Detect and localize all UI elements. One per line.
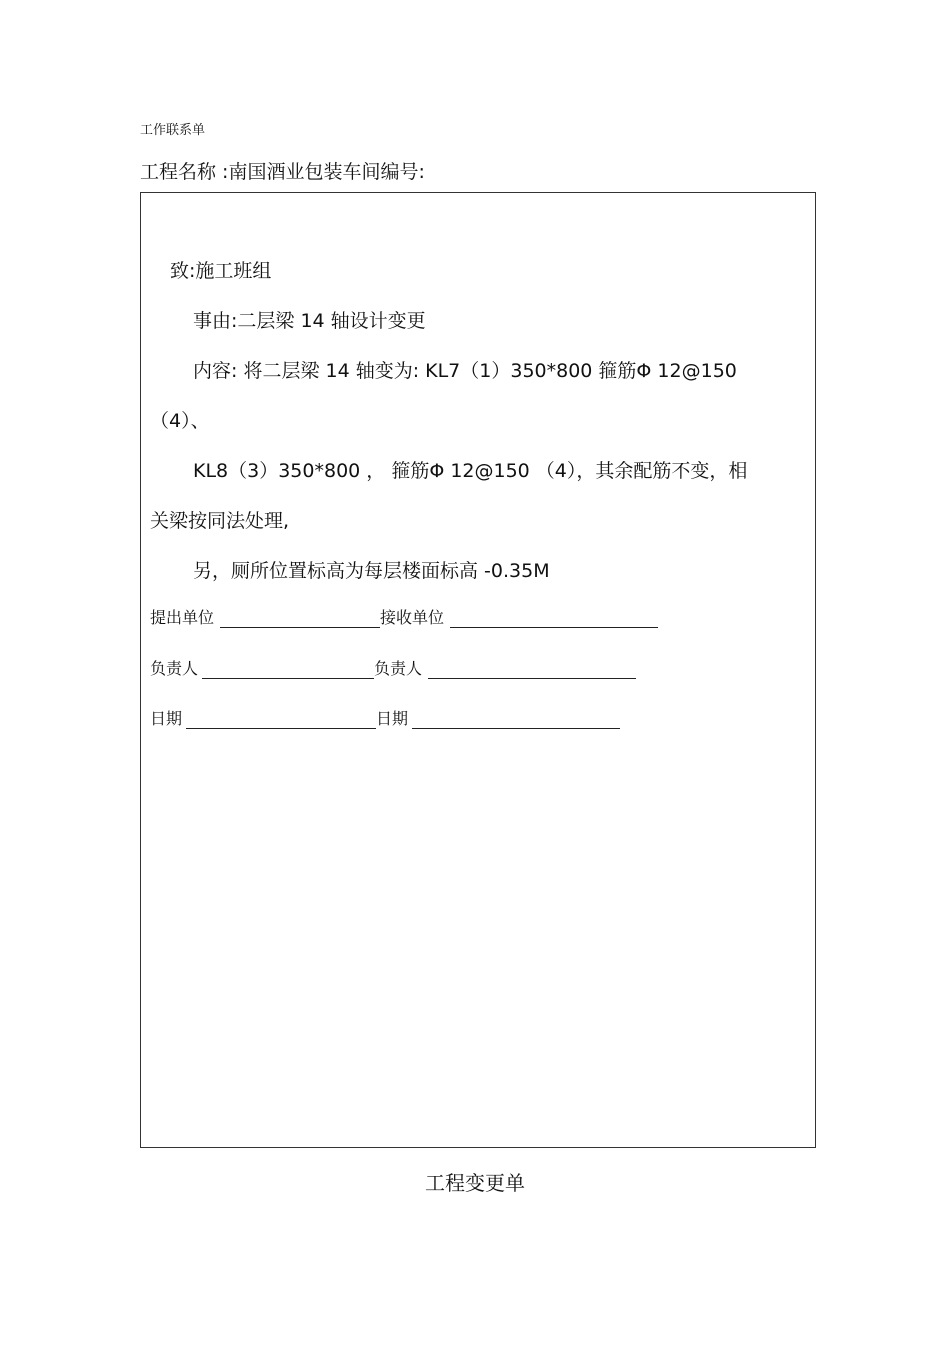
person-left-label: 负责人	[150, 659, 199, 678]
date-left-blank	[186, 710, 376, 729]
content-line-3: 另，厕所位置标高为每层楼面标高 -0.35M	[193, 560, 550, 582]
date-right-label: 日期	[376, 709, 409, 728]
person-right-blank	[428, 660, 636, 679]
reason-line: 事由:二层梁 14 轴设计变更	[193, 310, 426, 332]
recipient-line: 致:施工班组	[170, 260, 272, 282]
content-line-1: 内容: 将二层梁 14 轴变为: KL7（1）350*800 箍筋Φ 12@150	[193, 360, 737, 382]
content-line-2-cont: 关梁按同法处理,	[150, 510, 290, 532]
content-line-1-cont: （4）、	[150, 410, 210, 432]
project-name-line: 工程名称 :南国酒业包装车间编号:	[140, 161, 425, 183]
person-right-label: 负责人	[374, 659, 423, 678]
submit-unit-blank	[220, 609, 380, 628]
signature-row-person	[150, 656, 636, 679]
footer-title: 工程变更单	[425, 1171, 525, 1195]
date-left-label: 日期	[150, 709, 183, 728]
submit-unit-label: 提出单位	[150, 608, 215, 627]
document-type-label: 工作联系单	[140, 123, 206, 138]
receive-unit-blank	[450, 609, 658, 628]
content-line-2: KL8（3）350*800 ， 箍筋Φ 12@150 （4），其余配筋不变，相	[193, 460, 748, 482]
signature-row-unit	[150, 605, 658, 628]
date-right-blank	[412, 710, 620, 729]
signature-row-date	[150, 706, 620, 729]
receive-unit-label: 接收单位	[380, 608, 445, 627]
person-left-blank	[202, 660, 374, 679]
